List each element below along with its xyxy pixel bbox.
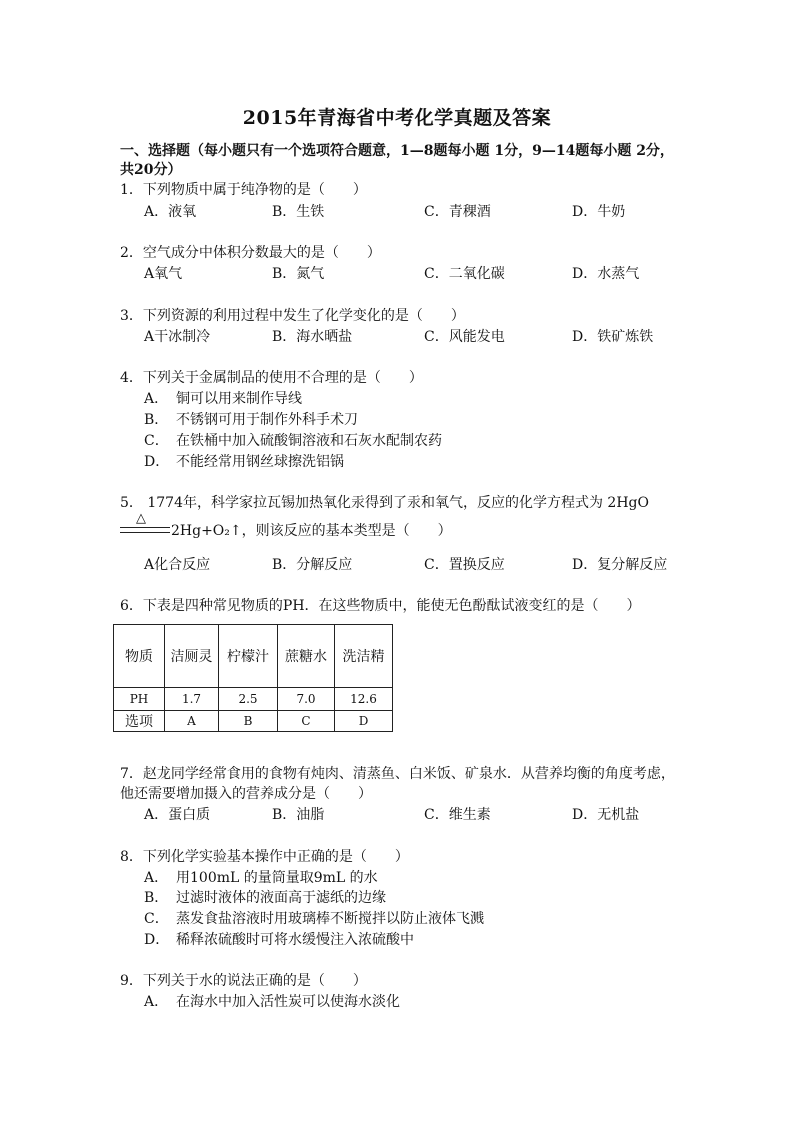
table-cell: 12.6 (335, 688, 393, 711)
question-2-option-b: B．氮气 (272, 266, 325, 282)
table-header-cell: 洗洁精 (335, 625, 393, 688)
question-4-option-c: 在铁桶中加入硫酸铜溶液和石灰水配制农药 (176, 433, 442, 449)
table-cell: PH (114, 688, 165, 711)
question-1-option-a: A．液氧 (144, 204, 197, 220)
question-4-stem: 4．下列关于金属制品的使用不合理的是（ ） (120, 370, 423, 386)
question-7-option-d: D．无机盐 (572, 807, 640, 823)
question-6-stem: 6．下表是四种常见物质的PH．在这些物质中，能使无色酚酞试液变红的是（ ） (120, 598, 641, 614)
section-heading: 一、选择题（每小题只有一个选项符合题意，1—8题每小题 1分，9—14题每小题 2分， (120, 143, 674, 159)
question-3-option-c: C．风能发电 (424, 329, 505, 345)
question-4-option-c-label: C． (144, 433, 169, 449)
table-cell: D (335, 711, 393, 732)
question-8-option-b: 过滤时液体的液面高于滤纸的边缘 (176, 890, 386, 906)
question-8-option-b-label: B． (144, 890, 169, 906)
table-cell: A (165, 711, 219, 732)
question-9-stem: 9．下列关于水的说法正确的是（ ） (120, 973, 367, 989)
question-8-option-a: 用100mL 的量筒量取9mL 的水 (176, 870, 378, 886)
table-cell: 1.7 (165, 688, 219, 711)
question-8-option-d-label: D． (144, 932, 170, 948)
question-7-option-b: B．油脂 (272, 807, 325, 823)
table-cell: 选项 (114, 711, 165, 732)
question-3-stem: 3．下列资源的利用过程中发生了化学变化的是（ ） (120, 308, 465, 324)
question-7-stem-cont: 他还需要增加摄入的营养成分是（ ） (120, 786, 372, 802)
table-row (114, 688, 393, 711)
question-2-option-c: C．二氧化碳 (424, 266, 505, 282)
question-4-option-d: 不能经常用钢丝球擦洗铝锅 (176, 454, 344, 470)
question-4-option-b-label: B． (144, 412, 169, 428)
question-1-stem: 1．下列物质中属于纯净物的是（ ） (120, 182, 367, 198)
question-1-option-d: D．牛奶 (572, 204, 626, 220)
question-8-option-c-label: C． (144, 911, 169, 927)
question-3-option-a: A干冰制冷 (144, 329, 211, 345)
question-4-option-d-label: D． (144, 454, 170, 470)
question-5-option-a: A化合反应 (144, 557, 211, 573)
question-9-option-a-label: A． (144, 994, 169, 1010)
table-header-cell: 柠檬汁 (219, 625, 278, 688)
question-2-stem: 2．空气成分中体积分数最大的是（ ） (120, 245, 381, 261)
question-9-option-a: 在海水中加入活性炭可以使海水淡化 (176, 994, 400, 1010)
question-3-option-d: D．铁矿炼铁 (572, 329, 654, 345)
table-header-cell: 蔗糖水 (278, 625, 335, 688)
table-cell: 2.5 (219, 688, 278, 711)
section-heading-cont: 共20分） (120, 162, 182, 178)
question-5-equation-tail: 2Hg+O₂↑，则该反应的基本类型是（ ） (171, 523, 452, 539)
question-5-option-b: B．分解反应 (272, 557, 353, 573)
ph-table (113, 624, 393, 732)
question-7-option-c: C．维生素 (424, 807, 491, 823)
equation-double-line (120, 527, 170, 533)
question-5-option-d: D．复分解反应 (572, 557, 668, 573)
table-header-cell: 物质 (114, 625, 165, 688)
question-5-stem: 5． 1774年，科学家拉瓦锡加热氧化汞得到了汞和氧气，反应的化学方程式为 2HgO (120, 495, 649, 511)
question-3-option-b: B．海水晒盐 (272, 329, 353, 345)
table-row (114, 711, 393, 732)
question-1-option-b: B．生铁 (272, 204, 325, 220)
page-title: 2015年青海省中考化学真题及答案 (242, 107, 552, 129)
table-cell: 7.0 (278, 688, 335, 711)
table-header-cell: 洁厕灵 (165, 625, 219, 688)
question-7-stem: 7．赵龙同学经常食用的食物有炖肉、清蒸鱼、白米饭、矿泉水．从营养均衡的角度考虑， (120, 766, 675, 782)
question-4-option-b: 不锈钢可用于制作外科手术刀 (176, 412, 358, 428)
question-8-option-c: 蒸发食盐溶液时用玻璃棒不断搅拌以防止液体飞溅 (176, 911, 484, 927)
question-8-option-d: 稀释浓硫酸时可将水缓慢注入浓硫酸中 (176, 932, 414, 948)
question-5-option-c: C．置换反应 (424, 557, 505, 573)
question-2-option-d: D．水蒸气 (572, 266, 640, 282)
question-4-option-a-label: A． (144, 391, 169, 407)
question-4-option-a: 铜可以用来制作导线 (176, 391, 302, 407)
heat-triangle-symbol: △ (136, 511, 146, 526)
question-8-option-a-label: A． (144, 870, 169, 886)
table-header-row (114, 625, 393, 688)
question-8-stem: 8．下列化学实验基本操作中正确的是（ ） (120, 849, 409, 865)
question-1-option-c: C．青稞酒 (424, 204, 491, 220)
question-2-option-a: A氧气 (144, 266, 183, 282)
question-7-option-a: A．蛋白质 (144, 807, 211, 823)
table-cell: B (219, 711, 278, 732)
table-cell: C (278, 711, 335, 732)
